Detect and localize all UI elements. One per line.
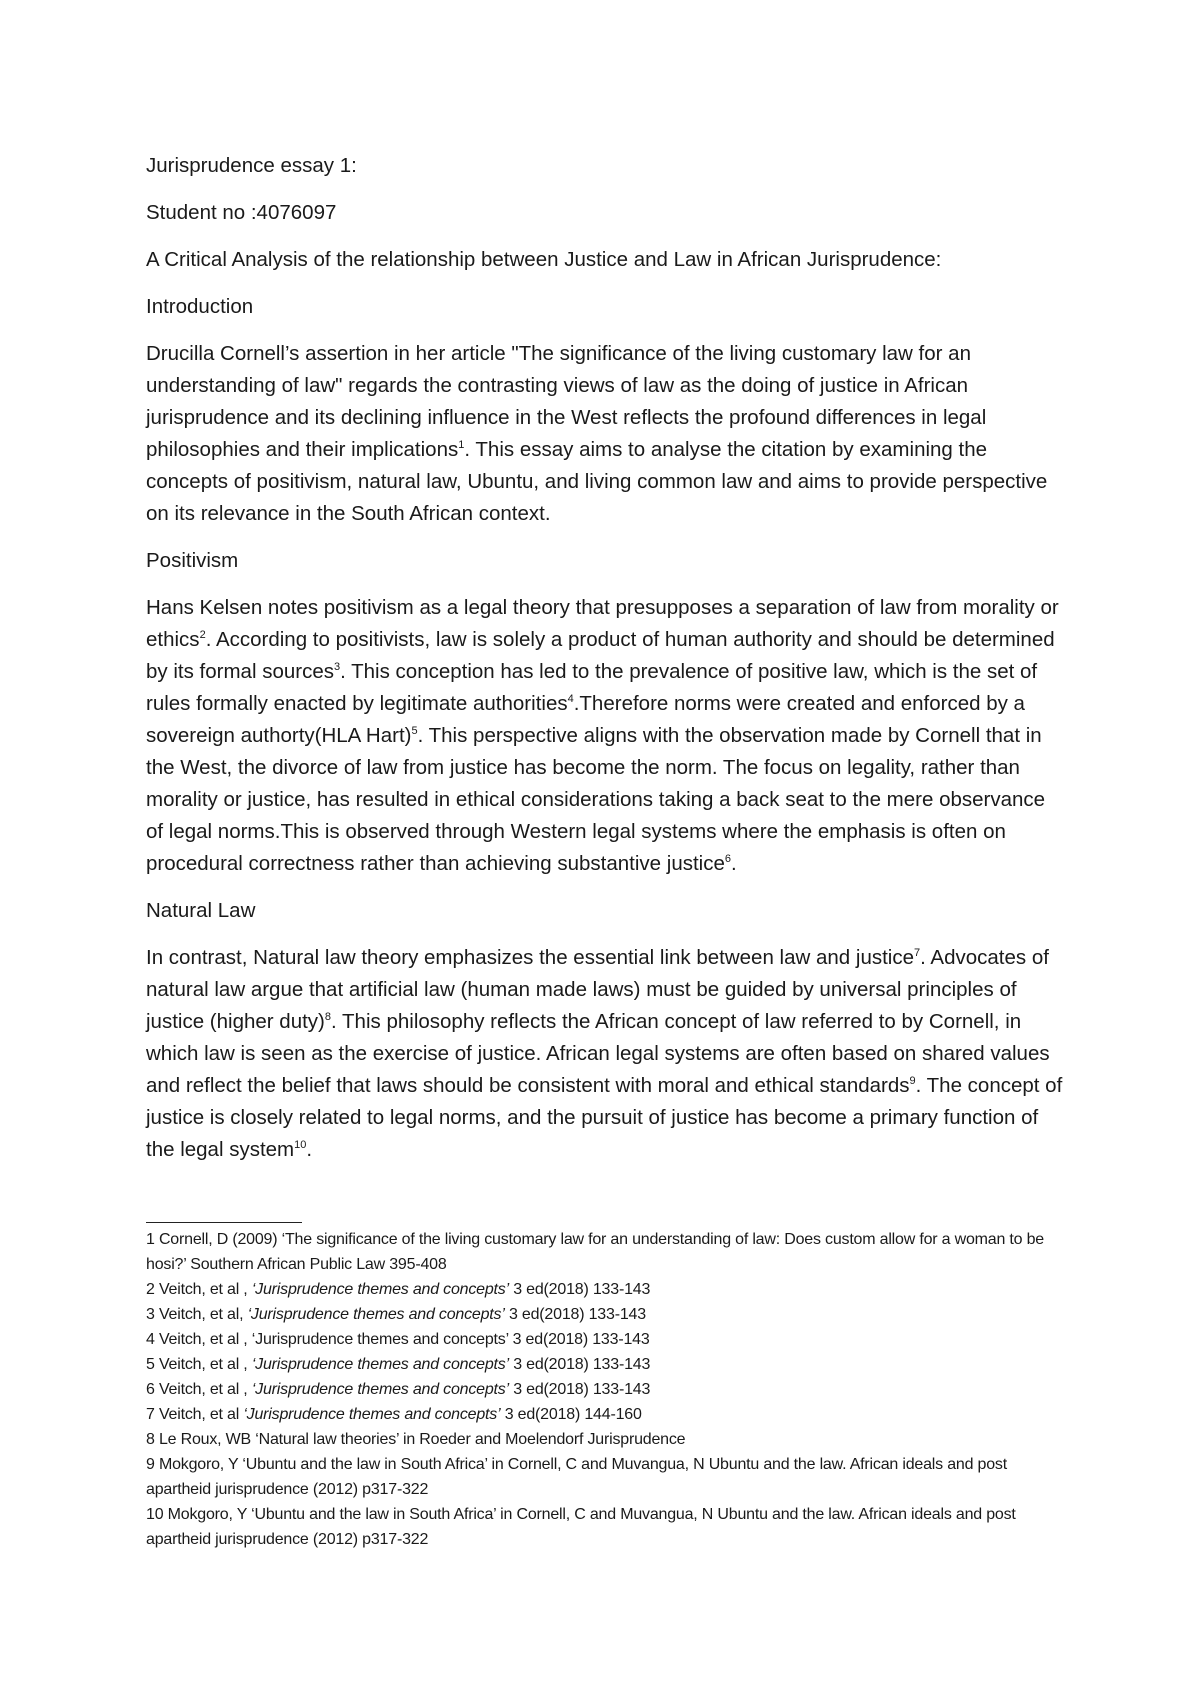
footnote-4: 4 Veitch, et al , ‘Jurisprudence themes and concepts’ 3 ed(2018) 133-143 xyxy=(146,1331,650,1348)
heading-natural-law: Natural Law xyxy=(146,899,256,922)
nat-text-b: . Advocates of natural law argue that artificial law (human made laws) must be guided by universal principles of justice (higher duty) xyxy=(146,946,1049,1033)
footnote-ref-2: 2 xyxy=(199,629,206,642)
pos-text-e: . This perspective aligns with the observation made by Cornell that in the West, the divorce of law from justice has become the norm. The focus on legality, rather than morality or justice, has resulted in ethical considerations taking a back seat to the mere observance of legal norms.This is observed through Western legal systems where the emphasis is often on procedural correctness rather than achieving substantive justice xyxy=(146,724,1046,875)
footnote-ref-6: 6 xyxy=(724,853,731,866)
paragraph-positivism xyxy=(146,592,1066,880)
footnote-ref-3: 3 xyxy=(333,661,341,674)
footnote-ref-7: 7 xyxy=(914,947,921,960)
footnote-ref-9: 9 xyxy=(909,1075,916,1088)
footnote-5: 5 Veitch, et al , ‘Jurisprudence themes and concepts’ 3 ed(2018) 133-143 xyxy=(146,1356,651,1373)
nat-text-c: . This philosophy reflects the African concept of law referred to by Cornell, in which law is seen as the exercise of justice. African legal systems are often based on shared values and reflect the belief that laws should be consistent with moral and ethical standards xyxy=(146,1010,1050,1097)
footnote-ref-4: 4 xyxy=(567,693,574,706)
footnote-6: 6 Veitch, et al , ‘Jurisprudence themes and concepts’ 3 ed(2018) 133-143 xyxy=(146,1381,651,1398)
pos-text-a: Hans Kelsen notes positivism as a legal theory that presupposes a separation of law from morality or ethics xyxy=(146,596,1059,651)
heading-positivism: Positivism xyxy=(146,549,239,572)
footnote-1: 1 Cornell, D (2009) ‘The significance of the living customary law for an understanding of law: Does custom allow for a woman to be hosi?’ Southern African Public Law 395-408 xyxy=(146,1231,1045,1273)
essay-title: Jurisprudence essay 1: xyxy=(146,154,357,177)
nat-text-a: In contrast, Natural law theory emphasizes the essential link between law and justice xyxy=(146,946,915,969)
paragraph-natural-law xyxy=(146,942,1066,1166)
footnote-ref-1: 1 xyxy=(458,439,465,452)
nat-text-e: . xyxy=(306,1138,313,1161)
pos-text-b: . According to positivists, law is solely a product of human authority and should be determined by its formal sources xyxy=(146,628,1055,683)
footnote-separator xyxy=(146,1222,302,1223)
footnote-7: 7 Veitch, et al ‘Jurisprudence themes and concepts’ 3 ed(2018) 144-160 xyxy=(146,1406,642,1423)
footnotes xyxy=(146,1222,1066,1552)
footnote-9: 9 Mokgoro, Y ‘Ubuntu and the law in South Africa’ in Cornell, C and Muvangua, N Ubuntu and the law. African ideals and post apartheid jurisprudence (2012) p317-322 xyxy=(146,1456,1007,1498)
footnote-ref-5: 5 xyxy=(411,725,418,738)
intro-text-a: Drucilla Cornell’s assertion in her article "The significance of the living customary law for an understanding of law" regards the contrasting views of law as the doing of justice in African jurisprudence and its declining influence in the West reflects the profound differences in legal philosophies and their implications xyxy=(146,342,987,461)
heading-introduction: Introduction xyxy=(146,295,254,318)
pos-text-d: .Therefore norms were created and enforced by a sovereign authorty(HLA Hart) xyxy=(146,692,1025,747)
footnote-3: 3 Veitch, et al, ‘Jurisprudence themes and concepts’ 3 ed(2018) 133-143 xyxy=(146,1306,646,1323)
paragraph-introduction xyxy=(146,338,1066,530)
pos-text-f: . xyxy=(731,852,737,875)
student-number: Student no :4076097 xyxy=(146,201,337,224)
footnote-8: 8 Le Roux, WB ‘Natural law theories’ in Roeder and Moelendorf Jurisprudence xyxy=(146,1431,686,1448)
intro-text-b: . This essay aims to analyse the citation by examining the concepts of positivism, natural law, Ubuntu, and living common law and aims to provide perspective on its relevance in the South African context. xyxy=(146,438,1048,525)
essay-subject: A Critical Analysis of the relationship between Justice and Law in African Jurisprudence: xyxy=(146,248,942,271)
footnote-10: 10 Mokgoro, Y ‘Ubuntu and the law in South Africa’ in Cornell, C and Muvangua, N Ubuntu and the law. African ideals and post apartheid jurisprudence (2012) p317-322 xyxy=(146,1506,1016,1548)
footnote-2: 2 Veitch, et al , ‘Jurisprudence themes and concepts’ 3 ed(2018) 133-143 xyxy=(146,1281,651,1298)
footnote-ref-10: 10 xyxy=(294,1139,307,1152)
footnote-ref-8: 8 xyxy=(324,1011,332,1024)
nat-text-d: . The concept of justice is closely related to legal norms, and the pursuit of justice has become a primary function of the legal system xyxy=(146,1074,1063,1161)
pos-text-c: . This conception has led to the prevalence of positive law, which is the set of rules formally enacted by legitimate authorities xyxy=(146,660,1038,715)
document-body xyxy=(146,150,1066,1181)
